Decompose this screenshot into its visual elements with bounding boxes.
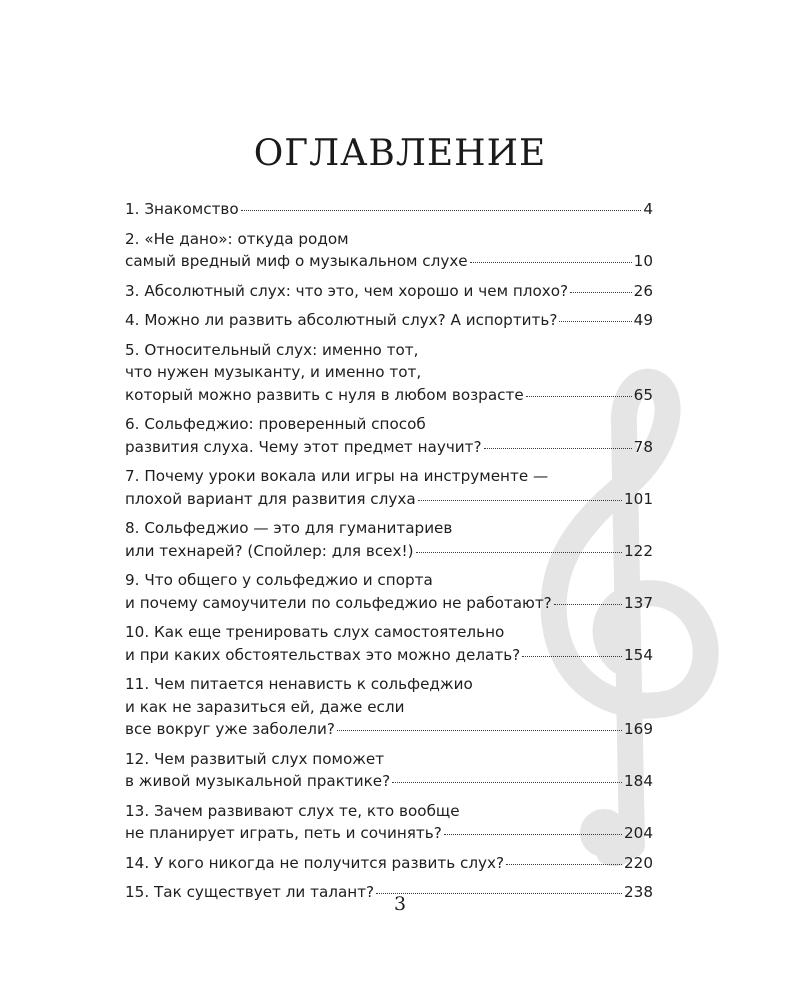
- toc-entry-title-line: 13. Зачем развивают слух те, кто вообще: [125, 801, 460, 820]
- toc-entry[interactable]: [125, 413, 653, 458]
- toc-entry-page: 238: [624, 883, 653, 901]
- dot-leader: [470, 262, 632, 263]
- dot-leader: [416, 552, 622, 553]
- dot-leader: [506, 864, 622, 865]
- toc-entry[interactable]: [125, 309, 653, 332]
- toc-entry-title-line: 2. «Не дано»: откуда родом: [125, 229, 349, 248]
- toc-entry-page: 122: [624, 541, 653, 560]
- toc-entry-page: 4: [643, 200, 653, 218]
- toc-entry-title-line: 1. Знакомство: [125, 200, 239, 218]
- toc-entry-title-line: или технарей? (Спойлер: для всех!): [125, 541, 414, 560]
- page-title: ОГЛАВЛЕНИЕ: [253, 133, 547, 174]
- dot-leader: [444, 834, 622, 835]
- toc-entry[interactable]: [125, 673, 653, 741]
- toc-entry-title-line: 9. Что общего у сольфеджио и спорта: [125, 571, 433, 589]
- dot-leader: [526, 396, 632, 397]
- toc-entry-page: 10: [633, 252, 653, 270]
- toc-entry[interactable]: [125, 621, 653, 666]
- toc-entry-title-line: и как не заразиться ей, даже если: [125, 697, 405, 716]
- dot-leader: [522, 656, 622, 657]
- dot-leader: [570, 292, 632, 293]
- toc-entry-title-line: 7. Почему уроки вокала или игры на инструменте —: [125, 467, 549, 485]
- toc-entry-title-line: 5. Относительный слух: именно тот,: [125, 340, 419, 359]
- toc-entry-title-line: 6. Сольфеджио: проверенный способ: [125, 415, 426, 433]
- toc-entry-title-line: развития слуха. Чему этот предмет научит?: [125, 437, 482, 456]
- toc-entry-page: 220: [624, 853, 653, 872]
- toc-entry[interactable]: [125, 280, 653, 303]
- toc-entry-page: 78: [633, 437, 653, 456]
- toc-entry-title-line: в живой музыкальной практике?: [125, 772, 391, 790]
- toc-entry-title-line: 12. Чем развитый слух поможет: [125, 749, 385, 768]
- toc-entry[interactable]: [125, 339, 653, 407]
- toc-entry-page: 204: [624, 824, 653, 842]
- toc-entry-page: 184: [624, 772, 653, 790]
- toc-entry[interactable]: [125, 517, 653, 562]
- toc-entry-page: 49: [633, 311, 653, 329]
- toc-entry-title-line: все вокруг уже заболели?: [125, 720, 335, 738]
- toc-entry-page: 26: [633, 281, 653, 300]
- toc-entry-title-line: самый вредный миф о музыкальном слухе: [125, 252, 468, 270]
- toc-entry[interactable]: [125, 852, 653, 875]
- toc-entry-title-line: 8. Сольфеджио — это для гуманитариев: [125, 519, 453, 537]
- toc-entry-title-line: 3. Абсолютный слух: что это, чем хорошо и чем плохо?: [125, 281, 569, 300]
- toc-entry-page: 154: [624, 645, 653, 664]
- toc-entry-title-line: не планирует играть, петь и сочинять?: [125, 824, 442, 842]
- toc-entry-page: 101: [624, 489, 653, 508]
- page-number: 3: [393, 893, 407, 915]
- toc-entry-title-line: 11. Чем питается ненависть к сольфеджио: [125, 675, 473, 693]
- toc-entry-page: 137: [624, 593, 653, 612]
- dot-leader: [559, 321, 631, 322]
- toc-entry-title-line: что нужен музыканту, и именно тот,: [125, 363, 422, 381]
- dot-leader: [392, 782, 622, 783]
- toc-entry[interactable]: [125, 465, 653, 510]
- toc-entry-title-line: и почему самоучители по сольфеджио не работают?: [125, 593, 552, 612]
- toc-entry[interactable]: [125, 198, 653, 221]
- toc-entry-title-line: плохой вариант для развития слуха: [125, 489, 416, 508]
- toc-entry[interactable]: [125, 228, 653, 273]
- toc-entry[interactable]: [125, 748, 653, 793]
- dot-leader: [241, 210, 642, 211]
- dot-leader: [418, 500, 622, 501]
- toc-entry-title-line: 10. Как еще тренировать слух самостоятельно: [125, 623, 505, 641]
- toc-entry-title-line: который можно развить с нуля в любом возрасте: [125, 385, 524, 404]
- dot-leader: [484, 448, 632, 449]
- toc-entry[interactable]: [125, 569, 653, 614]
- toc-entry-title-line: 14. У кого никогда не получится развить слух?: [125, 853, 505, 872]
- dot-leader: [554, 604, 622, 605]
- toc-entry[interactable]: [125, 800, 653, 845]
- dot-leader: [337, 730, 622, 731]
- table-of-contents: [125, 198, 653, 911]
- toc-entry-title-line: 15. Так существует ли талант?: [125, 883, 375, 901]
- toc-entry-page: 65: [633, 385, 653, 404]
- toc-entry-title-line: 4. Можно ли развить абсолютный слух? А испортить?: [125, 311, 558, 329]
- toc-entry-page: 169: [624, 720, 653, 738]
- toc-entry-title-line: и при каких обстоятельствах это можно делать?: [125, 645, 521, 664]
